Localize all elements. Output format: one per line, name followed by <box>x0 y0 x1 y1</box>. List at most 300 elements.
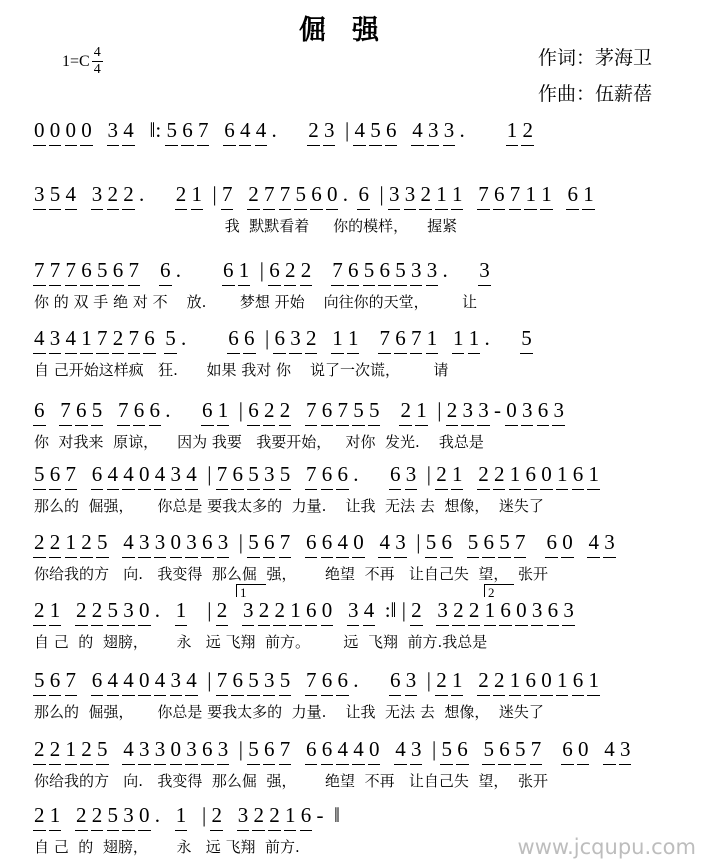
beamed-notes: 3 <box>290 326 301 350</box>
note-glyphs <box>76 668 92 692</box>
lyric-row: 你 的 双 手 绝 对 不 放. 梦想 开始 向往你的天堂， 让 <box>34 293 478 311</box>
note-row <box>34 598 674 628</box>
beamed-notes: 0 <box>139 668 150 692</box>
beamed-notes: 3 <box>49 326 61 350</box>
note-glyphs <box>92 118 108 142</box>
lyric-row <box>34 151 674 175</box>
beamed-notes: 7 <box>332 258 343 282</box>
beamed-notes: 4 <box>123 668 134 692</box>
note-glyphs <box>311 258 332 282</box>
beamed-notes: 7 <box>118 398 129 422</box>
note-glyphs: | <box>421 737 442 761</box>
beamed-notes: 5 <box>107 598 118 622</box>
beamed-notes: 0 <box>368 737 380 761</box>
lyricist-credit: 作词：茅海卫 <box>537 47 652 69</box>
beamed-notes: 2 <box>34 530 45 554</box>
note-glyphs <box>290 462 306 486</box>
beamed-notes: 3 <box>427 118 439 142</box>
beamed-notes: 1 <box>416 398 427 422</box>
beamed-notes: 6 <box>202 398 213 422</box>
note-glyphs: | <box>249 258 270 282</box>
beamed-notes: 3 <box>563 598 574 622</box>
note-glyphs <box>208 118 224 142</box>
beamed-notes: 2 <box>216 598 228 622</box>
note-glyphs: . <box>347 668 390 692</box>
beamed-notes: 5 <box>441 737 452 761</box>
note-glyphs: | <box>334 118 355 142</box>
beamed-notes: 4 <box>337 530 348 554</box>
beamed-notes: 6 <box>91 462 103 486</box>
beamed-notes: 7 <box>305 668 317 692</box>
beamed-notes: 2 <box>107 182 118 206</box>
beamed-notes: 5 <box>499 530 510 554</box>
note-glyphs: :‖ | <box>374 598 412 622</box>
beamed-notes: 5 <box>368 398 380 422</box>
beamed-notes: 3 <box>242 598 254 622</box>
beamed-notes: 5 <box>483 737 494 761</box>
beamed-notes: 1 <box>49 803 61 827</box>
beamed-notes: 6 <box>49 462 61 486</box>
lyric-row: 自 己 的 翅膀， 永 远 飞翔 前方. <box>34 838 300 856</box>
beamed-notes: 1 <box>588 668 599 692</box>
beamed-notes: 2 <box>248 182 259 206</box>
note-glyphs <box>108 530 124 554</box>
beamed-notes: 1 <box>65 530 76 554</box>
beamed-notes: 3 <box>553 398 564 422</box>
note-glyphs <box>316 326 332 350</box>
beamed-notes: 2 <box>34 737 45 761</box>
beamed-notes: 3 <box>405 462 417 486</box>
beamed-notes: 4 <box>65 326 76 350</box>
volta-number-1: 1 <box>240 585 247 600</box>
beamed-notes: 0 <box>541 668 552 692</box>
note-glyphs <box>379 398 400 422</box>
beamed-notes: 6 <box>499 737 510 761</box>
beamed-notes: 3 <box>123 803 134 827</box>
note-glyphs <box>541 737 562 761</box>
beamed-notes: 4 <box>123 530 134 554</box>
beamed-notes: 5 <box>279 668 291 692</box>
lyric-row: 你给我的方 向. 我变得 那么倔 强， 绝望 不再 让自己失 望， 张开 <box>34 772 548 790</box>
beamed-notes: 4 <box>588 530 599 554</box>
beamed-notes: 6 <box>34 398 45 422</box>
note-glyphs <box>468 737 484 761</box>
beamed-notes: 6 <box>133 398 145 422</box>
beamed-notes: 7 <box>305 398 317 422</box>
note-glyphs: - ‖ <box>311 803 340 827</box>
beamed-notes: 3 <box>604 530 615 554</box>
beamed-notes: 2 <box>253 803 264 827</box>
beamed-notes: 0 <box>541 462 552 486</box>
beamed-notes: 7 <box>65 462 76 486</box>
lyric-row: 那么的 倔强， 你总是 要我太多的 力量. 让我 无法 去 想像， 迷失了 <box>34 703 544 721</box>
beamed-notes: 0 <box>321 598 333 622</box>
music-system <box>34 462 674 519</box>
note-glyphs <box>76 462 92 486</box>
beamed-notes: 2 <box>522 118 533 142</box>
note-glyphs <box>358 326 379 350</box>
beamed-notes: 6 <box>112 258 124 282</box>
beamed-notes: 6 <box>311 182 322 206</box>
beamed-notes: 4 <box>186 668 197 692</box>
beamed-notes: 7 <box>478 182 489 206</box>
beamed-notes: 5 <box>34 668 45 692</box>
beamed-notes: 3 <box>521 398 533 422</box>
beamed-notes: 7 <box>305 462 317 486</box>
key-label: 1=C <box>62 52 90 70</box>
beamed-notes: 6 <box>500 598 511 622</box>
beamed-notes: 1 <box>217 398 229 422</box>
beamed-notes: 4 <box>154 668 166 692</box>
beamed-notes: 2 <box>91 598 103 622</box>
note-glyphs: . <box>266 118 309 142</box>
beamed-notes: 3 <box>405 668 417 692</box>
beamed-notes: 5 <box>165 326 176 350</box>
note-glyphs <box>462 462 478 486</box>
beamed-notes: 5 <box>279 462 291 486</box>
note-glyphs: . <box>337 182 359 206</box>
note-glyphs: | <box>426 398 447 422</box>
beamed-notes: 4 <box>395 737 406 761</box>
beamed-notes: 2 <box>453 598 464 622</box>
beamed-notes: 6 <box>300 803 312 827</box>
beamed-notes: 6 <box>537 398 549 422</box>
beamed-notes: 6 <box>76 398 87 422</box>
beamed-notes: 2 <box>420 182 431 206</box>
note-glyphs <box>379 737 395 761</box>
beamed-notes: 6 <box>149 398 160 422</box>
note-glyphs <box>422 598 438 622</box>
beamed-notes: 6 <box>202 737 213 761</box>
beamed-notes: 5 <box>425 530 437 554</box>
beamed-notes: 6 <box>562 737 573 761</box>
beamed-notes: 0 <box>353 530 364 554</box>
beamed-notes: 4 <box>379 530 390 554</box>
note-glyphs <box>232 182 248 206</box>
music-system <box>34 326 674 383</box>
note-glyphs <box>290 530 306 554</box>
beamed-notes: 6 <box>525 668 536 692</box>
beamed-notes: 5 <box>248 737 259 761</box>
beamed-notes: 3 <box>479 258 490 282</box>
time-signature-denominator: 4 <box>93 62 101 77</box>
beamed-notes: 7 <box>128 326 139 350</box>
beamed-notes: 3 <box>217 737 229 761</box>
beamed-notes: 6 <box>269 258 280 282</box>
beamed-notes: 1 <box>451 462 463 486</box>
music-system <box>34 398 674 455</box>
beamed-notes: 3 <box>107 118 118 142</box>
beamed-notes: 3 <box>323 118 335 142</box>
beamed-notes: 4 <box>123 118 134 142</box>
beamed-notes: 0 <box>577 737 589 761</box>
beamed-notes: 5 <box>91 398 103 422</box>
note-glyphs <box>76 182 92 206</box>
note-glyphs: | <box>228 530 249 554</box>
beamed-notes: 7 <box>216 668 228 692</box>
beamed-notes: 2 <box>263 398 275 422</box>
beamed-notes: 6 <box>483 530 494 554</box>
beamed-notes: 6 <box>263 737 275 761</box>
music-system <box>34 118 674 175</box>
note-row <box>34 530 674 560</box>
beamed-notes: 1 <box>49 598 61 622</box>
watermark: www.jcqupu.com <box>517 835 696 859</box>
note-glyphs <box>155 326 166 350</box>
beamed-notes: 5 <box>97 737 108 761</box>
beamed-notes: 6 <box>547 598 559 622</box>
music-system <box>34 585 674 655</box>
beamed-notes: 2 <box>468 598 480 622</box>
note-glyphs <box>60 598 76 622</box>
beamed-notes: 6 <box>321 530 333 554</box>
page-title: 倔强 <box>299 15 405 46</box>
beamed-notes: 5 <box>521 326 532 350</box>
beamed-notes: 1 <box>191 182 202 206</box>
beamed-notes: 6 <box>572 462 584 486</box>
beamed-notes: 5 <box>514 737 526 761</box>
beamed-notes: 2 <box>279 398 291 422</box>
beamed-notes: 1 <box>426 326 438 350</box>
beamed-notes: 5 <box>395 258 406 282</box>
beamed-notes: 7 <box>221 182 233 206</box>
beamed-notes: 3 <box>123 598 134 622</box>
beamed-notes: 3 <box>139 530 150 554</box>
beamed-notes: 4 <box>363 598 375 622</box>
note-glyphs: | <box>186 803 212 827</box>
music-system <box>34 668 674 725</box>
note-glyphs <box>222 803 238 827</box>
beamed-notes: 2 <box>284 258 296 282</box>
beamed-notes: 0 <box>81 118 92 142</box>
beamed-notes: 6 <box>389 462 401 486</box>
beamed-notes: 2 <box>300 258 312 282</box>
beamed-notes: 0 <box>139 598 150 622</box>
beamed-notes: 0 <box>139 462 150 486</box>
beamed-notes: 7 <box>216 462 228 486</box>
beamed-notes: 7 <box>379 326 390 350</box>
note-glyphs <box>573 530 589 554</box>
beamed-notes: 6 <box>81 258 92 282</box>
beamed-notes: 6 <box>358 182 369 206</box>
note-glyphs <box>139 258 160 282</box>
beamed-notes: 2 <box>269 803 280 827</box>
beamed-notes: 7 <box>337 398 348 422</box>
beamed-notes: 3 <box>186 737 197 761</box>
beamed-notes: 3 <box>91 182 103 206</box>
note-glyphs: . <box>133 182 176 206</box>
beamed-notes: 7 <box>128 258 139 282</box>
beamed-notes: 6 <box>244 326 255 350</box>
volta-bracket-2 <box>484 584 514 600</box>
note-glyphs <box>462 668 478 692</box>
beamed-notes: 1 <box>175 803 187 827</box>
beamed-notes: 3 <box>154 737 166 761</box>
beamed-notes: 1 <box>468 326 480 350</box>
lyric-row: 你 对我来 原谅， 因为 我要 我要开始， 对你 发光. 我总是 <box>34 433 484 451</box>
note-glyphs: | <box>416 462 437 486</box>
beamed-notes: 4 <box>255 118 267 142</box>
beamed-notes: 7 <box>279 182 291 206</box>
beamed-notes: 4 <box>65 182 76 206</box>
beamed-notes: 1 <box>506 118 518 142</box>
note-glyphs: ‖: <box>133 118 167 142</box>
note-glyphs <box>290 668 306 692</box>
note-glyphs: | <box>186 598 217 622</box>
beamed-notes: 6 <box>546 530 557 554</box>
beamed-notes: 3 <box>478 398 489 422</box>
beamed-notes: 5 <box>97 530 108 554</box>
note-glyphs: | <box>228 737 249 761</box>
note-glyphs: | <box>368 182 389 206</box>
beamed-notes: 2 <box>49 737 61 761</box>
beamed-notes: 4 <box>239 118 251 142</box>
beamed-notes: 2 <box>258 598 270 622</box>
beamed-notes: 0 <box>139 803 150 827</box>
beamed-notes: 1 <box>290 598 301 622</box>
note-glyphs: | <box>202 182 222 206</box>
note-row <box>34 118 674 148</box>
beamed-notes: 0 <box>170 737 181 761</box>
beamed-notes: 4 <box>154 462 166 486</box>
note-row <box>34 668 674 698</box>
note-glyphs <box>102 398 118 422</box>
beamed-notes: 2 <box>308 118 319 142</box>
beamed-notes: 3 <box>388 182 400 206</box>
note-glyphs: | <box>405 530 426 554</box>
note-glyphs <box>588 737 604 761</box>
beamed-notes: 3 <box>619 737 631 761</box>
note-row <box>34 737 674 767</box>
note-row <box>34 258 674 288</box>
beamed-notes: 6 <box>493 182 505 206</box>
note-glyphs <box>437 326 453 350</box>
beamed-notes: 1 <box>175 598 187 622</box>
beamed-notes: 6 <box>379 258 390 282</box>
beamed-notes: 7 <box>97 326 108 350</box>
beamed-notes: 1 <box>452 326 464 350</box>
note-glyphs: . <box>149 803 176 827</box>
note-glyphs: | <box>196 668 217 692</box>
beamed-notes: 6 <box>224 118 235 142</box>
beamed-notes: 1 <box>525 182 536 206</box>
beamed-notes: 4 <box>412 118 423 142</box>
beamed-notes: 4 <box>337 737 348 761</box>
beamed-notes: 1 <box>484 598 496 622</box>
beamed-notes: 7 <box>263 182 275 206</box>
beamed-notes: 3 <box>139 737 150 761</box>
beamed-notes: 0 <box>506 398 517 422</box>
note-glyphs: . <box>170 258 223 282</box>
beamed-notes: 7 <box>509 182 521 206</box>
note-glyphs: | <box>416 668 437 692</box>
beamed-notes: 3 <box>186 530 197 554</box>
beamed-notes: 6 <box>385 118 397 142</box>
beamed-notes: 7 <box>279 737 291 761</box>
beamed-notes: 6 <box>144 326 155 350</box>
beamed-notes: 2 <box>400 398 411 422</box>
beamed-notes: 3 <box>217 530 229 554</box>
beamed-notes: 3 <box>170 668 181 692</box>
note-glyphs: | <box>254 326 275 350</box>
beamed-notes: 0 <box>49 118 61 142</box>
note-glyphs <box>290 398 306 422</box>
note-glyphs: | <box>228 398 249 422</box>
beamed-notes: 6 <box>182 118 193 142</box>
beamed-notes: 7 <box>530 737 542 761</box>
beamed-notes: 3 <box>395 530 406 554</box>
beamed-notes: 7 <box>410 326 422 350</box>
beamed-notes: 2 <box>91 803 103 827</box>
beamed-notes: 6 <box>223 258 234 282</box>
beamed-notes: 7 <box>49 258 61 282</box>
beamed-notes: 5 <box>353 398 364 422</box>
lyric-row: 我 默默看着 你的模样， 握紧 <box>34 217 458 235</box>
beamed-notes: 3 <box>437 598 448 622</box>
beamed-notes: 1 <box>509 462 521 486</box>
credits <box>538 40 652 112</box>
note-glyphs <box>396 118 412 142</box>
beamed-notes: 1 <box>238 258 250 282</box>
beamed-notes: 6 <box>305 530 317 554</box>
beamed-notes: 6 <box>305 598 317 622</box>
note-glyphs <box>552 182 568 206</box>
beamed-notes: 1 <box>65 737 76 761</box>
beamed-notes: 7 <box>34 258 45 282</box>
note-glyphs <box>290 737 306 761</box>
beamed-notes: 2 <box>81 530 92 554</box>
note-row <box>34 803 674 833</box>
time-signature <box>92 46 103 77</box>
volta-bracket-1 <box>236 584 266 600</box>
beamed-notes: 2 <box>175 182 187 206</box>
beamed-notes: 2 <box>34 598 45 622</box>
beamed-notes: 7 <box>197 118 209 142</box>
note-glyphs <box>452 530 468 554</box>
beamed-notes: 5 <box>363 258 375 282</box>
beamed-notes: 3 <box>426 258 438 282</box>
beamed-notes: 1 <box>556 668 568 692</box>
beamed-notes: 2 <box>493 668 505 692</box>
note-row <box>34 326 674 356</box>
beamed-notes: 7 <box>514 530 526 554</box>
beamed-notes: 2 <box>478 462 489 486</box>
beamed-notes: 4 <box>107 668 118 692</box>
beamed-notes: 6 <box>202 530 213 554</box>
beamed-notes: 1 <box>451 668 463 692</box>
lyric-row: 自 己 的 翅膀， 永 远 飞翔 前方。 远 飞翔 前方.我总是 <box>34 633 488 651</box>
beamed-notes: 5 <box>166 118 177 142</box>
beamed-notes: 2 <box>411 598 422 622</box>
music-system <box>34 182 674 239</box>
note-glyphs <box>60 803 76 827</box>
beamed-notes: 2 <box>274 598 285 622</box>
beamed-notes: 6 <box>232 668 243 692</box>
music-system <box>34 530 674 587</box>
note-glyphs: | <box>196 462 217 486</box>
beamed-notes: 6 <box>91 668 103 692</box>
key-signature <box>62 46 103 77</box>
beamed-notes: 7 <box>60 398 71 422</box>
beamed-notes: 4 <box>107 462 118 486</box>
beamed-notes: 1 <box>541 182 552 206</box>
beamed-notes: 6 <box>337 462 348 486</box>
beamed-notes: 2 <box>446 398 458 422</box>
beamed-notes: 2 <box>305 326 317 350</box>
beamed-notes: 3 <box>170 462 181 486</box>
beamed-notes: 6 <box>389 668 401 692</box>
beamed-notes: 2 <box>211 803 222 827</box>
